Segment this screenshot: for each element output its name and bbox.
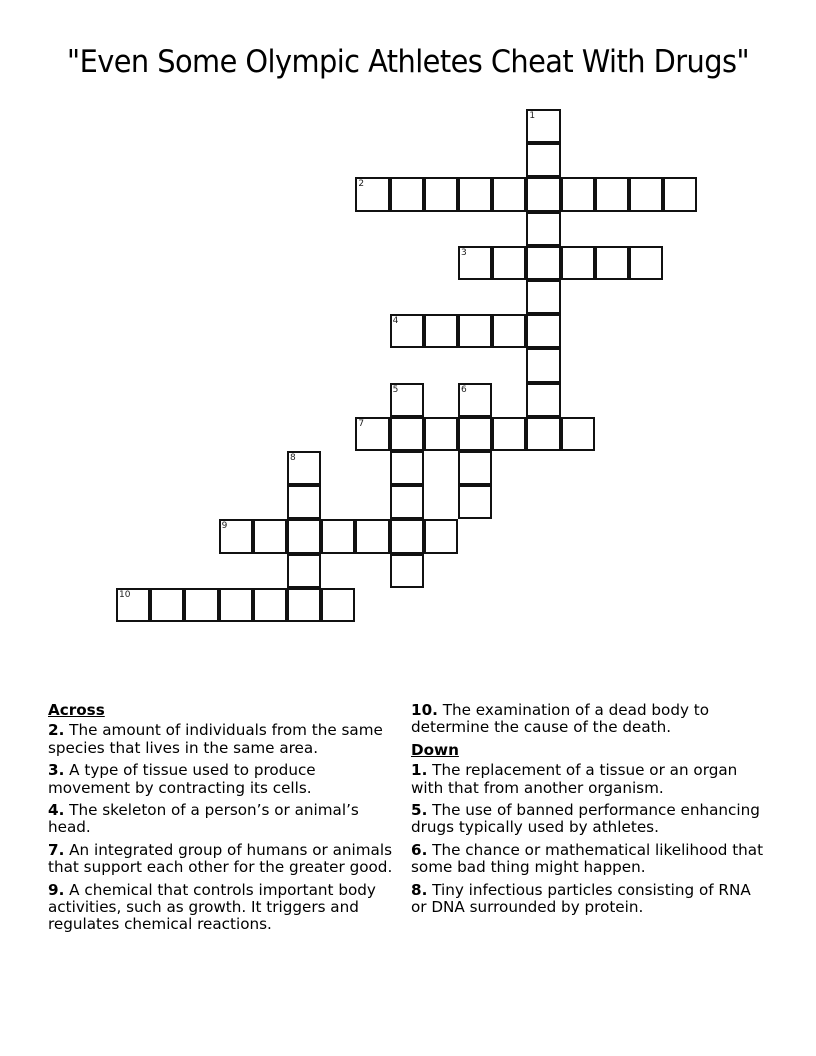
- grid-cell[interactable]: [663, 177, 697, 211]
- grid-cell[interactable]: [526, 109, 560, 143]
- grid-cell[interactable]: [492, 314, 526, 348]
- clue-across-10: [411, 702, 771, 737]
- clue-text: The chance or mathematical likelihood that some bad thing might happen.: [411, 840, 764, 877]
- clue-text: A chemical that controls important body activities, such as growth. It triggers and regulates chemical reactions.: [48, 880, 376, 934]
- grid-cell[interactable]: [184, 588, 218, 622]
- grid-cell[interactable]: [390, 519, 424, 553]
- clue-down-5: [411, 802, 771, 837]
- grid-cell[interactable]: [492, 246, 526, 280]
- grid-cell[interactable]: [390, 383, 424, 417]
- grid-cell[interactable]: [321, 588, 355, 622]
- grid-cell[interactable]: [287, 519, 321, 553]
- clue-number: 10.: [411, 701, 438, 719]
- grid-cell[interactable]: [150, 588, 184, 622]
- clues-column-right: [411, 702, 771, 921]
- clue-number: 5.: [411, 801, 428, 820]
- clue-text: A type of tissue used to produce movement by contracting its cells.: [48, 761, 316, 797]
- grid-cell[interactable]: [526, 212, 560, 246]
- cell-number: 5: [392, 384, 399, 395]
- grid-cell[interactable]: [526, 143, 560, 177]
- clue-across-7: [48, 842, 398, 877]
- grid-cell[interactable]: [253, 588, 287, 622]
- grid-cell[interactable]: [458, 383, 492, 417]
- cell-number: 8: [290, 453, 296, 463]
- clue-down-8: [411, 882, 771, 917]
- grid-cell[interactable]: [458, 451, 492, 485]
- grid-cell[interactable]: [390, 451, 424, 485]
- grid-cell[interactable]: [424, 177, 458, 211]
- grid-cell[interactable]: [253, 519, 287, 553]
- cell-number: 4: [392, 316, 399, 327]
- clue-number: 2.: [48, 721, 65, 740]
- grid-cell[interactable]: [424, 417, 458, 451]
- grid-cell[interactable]: [287, 485, 321, 519]
- grid-cell[interactable]: [355, 417, 389, 451]
- clue-number: 9.: [48, 880, 65, 899]
- clue-across-2: [48, 722, 398, 757]
- clue-text: The skeleton of a person’s or animal’s head.: [48, 801, 359, 837]
- clue-across-4: [48, 802, 398, 837]
- grid-cell[interactable]: [390, 417, 424, 451]
- clue-number: 4.: [48, 801, 65, 820]
- clue-text: The use of banned performance enhancing drugs typically used by athletes.: [411, 801, 760, 837]
- cell-number: 9: [221, 521, 228, 532]
- cell-number: 3: [461, 247, 467, 258]
- grid-cell[interactable]: [561, 246, 595, 280]
- grid-cell[interactable]: [526, 177, 560, 211]
- clue-number: 6.: [411, 840, 428, 859]
- grid-cell[interactable]: [458, 246, 492, 280]
- grid-cell[interactable]: [424, 314, 458, 348]
- clue-down-6: [411, 842, 771, 877]
- clues-column-left: [48, 702, 398, 939]
- grid-cell[interactable]: [287, 554, 321, 588]
- grid-cell[interactable]: [629, 246, 663, 280]
- grid-cell[interactable]: [526, 348, 560, 382]
- grid-cell[interactable]: [321, 519, 355, 553]
- grid-cell[interactable]: [561, 177, 595, 211]
- across-heading: Across: [48, 701, 105, 719]
- grid-cell[interactable]: [424, 519, 458, 553]
- clue-number: 3.: [48, 761, 65, 780]
- clue-text: The replacement of a tissue or an organ with that from another organism.: [411, 761, 738, 797]
- grid-cell[interactable]: [287, 588, 321, 622]
- grid-cell[interactable]: [561, 417, 595, 451]
- grid-cell[interactable]: [219, 588, 253, 622]
- clue-across-9: [48, 882, 398, 934]
- down-heading: Down: [411, 740, 459, 759]
- grid-cell[interactable]: [355, 177, 389, 211]
- clue-down-1: [411, 762, 771, 797]
- grid-cell[interactable]: [492, 417, 526, 451]
- clue-text: The examination of a dead body to determine the cause of the death.: [411, 701, 710, 737]
- puzzle-title: "Even Some Olympic Athletes Cheat With Drugs": [66, 44, 750, 80]
- clue-text: Tiny infectious particles consisting of RNA or DNA surrounded by protein.: [411, 880, 751, 917]
- grid-cell[interactable]: [629, 177, 663, 211]
- grid-cell[interactable]: [526, 383, 560, 417]
- grid-cell[interactable]: [492, 177, 526, 211]
- grid-cell[interactable]: [355, 519, 389, 553]
- clue-text: The amount of individuals from the same species that lives in the same area.: [48, 721, 383, 757]
- grid-cell[interactable]: [116, 588, 150, 622]
- cell-number: 10: [119, 589, 131, 600]
- grid-cell[interactable]: [390, 177, 424, 211]
- grid-cell[interactable]: [526, 417, 560, 451]
- grid-cell[interactable]: [287, 451, 321, 485]
- grid-cell[interactable]: [390, 485, 424, 519]
- cell-number: 7: [358, 418, 365, 429]
- grid-cell[interactable]: [526, 280, 560, 314]
- clue-number: 8.: [411, 880, 428, 899]
- clue-across-3: [48, 762, 398, 797]
- clue-number: 7.: [48, 840, 65, 859]
- grid-cell[interactable]: [219, 519, 253, 553]
- clue-number: 1.: [411, 761, 428, 780]
- cell-number: 1: [529, 111, 536, 121]
- grid-cell[interactable]: [595, 246, 629, 280]
- clue-text: An integrated group of humans or animals that support each other for the greater good.: [48, 840, 393, 877]
- grid-cell[interactable]: [390, 554, 424, 588]
- grid-cell[interactable]: [595, 177, 629, 211]
- grid-cell[interactable]: [390, 314, 424, 348]
- grid-cell[interactable]: [458, 485, 492, 519]
- grid-cell[interactable]: [458, 177, 492, 211]
- cell-number: 6: [461, 384, 467, 395]
- grid-cell[interactable]: [458, 314, 492, 348]
- cell-number: 2: [358, 179, 365, 190]
- grid-cell[interactable]: [526, 314, 560, 348]
- grid-cell[interactable]: [458, 417, 492, 451]
- grid-cell[interactable]: [526, 246, 560, 280]
